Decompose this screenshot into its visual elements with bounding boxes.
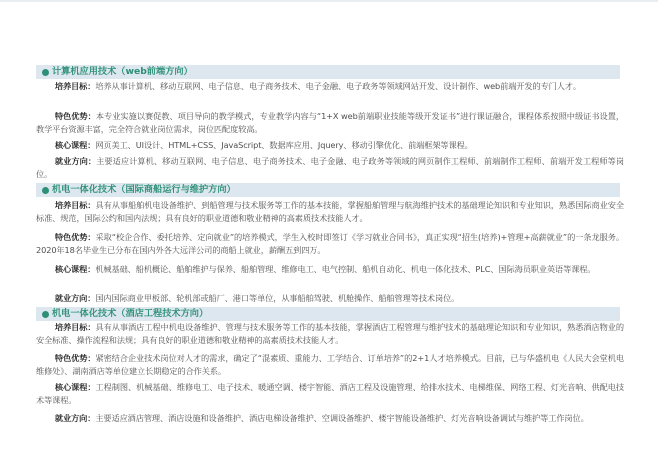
paragraph-label: 核心课程： <box>54 382 96 392</box>
paragraph-career <box>36 292 624 305</box>
section-title: 机电一体化技术（国际商船运行与维护方向） <box>52 184 236 195</box>
paragraph-label: 特色优势： <box>54 353 96 363</box>
paragraph-career <box>36 155 624 181</box>
section-header-ship-operation <box>36 183 620 197</box>
paragraph-label: 培养目标： <box>54 81 96 91</box>
paragraph-core-courses <box>36 381 624 407</box>
paragraph-advantages <box>36 110 624 136</box>
paragraph-label: 培养目标： <box>54 200 96 210</box>
paragraph-career <box>36 412 624 425</box>
top-divider <box>0 0 658 2</box>
section-title: 计算机应用技术（web前端方向） <box>52 66 193 77</box>
paragraph-label: 特色优势： <box>54 111 96 121</box>
paragraph-advantages <box>36 231 624 257</box>
paragraph-training-goal <box>36 80 624 93</box>
bullet-dot-icon <box>42 69 49 76</box>
paragraph-core-courses <box>36 263 624 276</box>
section-header-hotel-engineering <box>36 307 620 321</box>
paragraph-text: 网页美工、UI设计、HTML+CSS、JavaScript、数据库应用、Jquery、移动引擎优化、前端框架等课程。 <box>95 140 473 150</box>
paragraph-text: 机械基础、船机概论、船舶维护与保养、船舶管理、维修电工、电气控制、船机自动化、机电一体化技术、PLC、国际海员职业英语等课程。 <box>95 264 596 274</box>
paragraph-text: 紧密结合企业技术岗位对人才的需求，确定了“混素质、重能力、工学结合、订单培养”的2+1人才培养模式。目前，已与华盛机电《人民大会堂机电维修处》、湖南酒店等单位建立长期稳定的合作关系。 <box>36 353 624 377</box>
paragraph-text: 主要适应计算机、移动互联网、电子信息、电子商务技术、电子金融、电子政务等领域的网页制作工程师、前端制作工程师、前端开发工程师等岗位。 <box>36 156 624 180</box>
paragraph-label: 特色优势： <box>54 232 96 242</box>
paragraph-advantages <box>36 352 624 378</box>
paragraph-training-goal <box>36 199 624 225</box>
paragraph-label: 培养目标： <box>54 322 96 332</box>
paragraph-label: 就业方向： <box>54 156 97 166</box>
paragraph-training-goal <box>36 321 624 347</box>
section-title: 机电一体化技术（酒店工程技术方向） <box>52 308 209 319</box>
paragraph-text: 具有从事酒店工程中机电设备维护、管理与技术服务等工作的基本技能，掌握酒店工程管理与维护技术的基础理论知识和专业知识，熟悉酒店物业的安全标准、操作流程和法规；具有良好的职业道德和敬业精神的高素质技术技能人才。 <box>36 322 624 346</box>
paragraph-label: 核心课程： <box>54 264 96 274</box>
paragraph-label: 就业方向： <box>54 293 96 303</box>
paragraph-text: 采取“校企合作、委托培养、定向就业”的培养模式，学生入校时即签订《学习就业合同书》，真正实现“招生(培养)+管理+高薪就业”的一条龙服务。2020年18名毕业生已分布在国内外各大远洋公司的商船上就业，薪酬五到四万。 <box>36 232 624 256</box>
bullet-dot-icon <box>42 311 49 318</box>
paragraph-text: 主要适应酒店管理、酒店设施和设备维护、酒店电梯设备维护、空调设备维护、楼宇智能设备维护、灯光音响设备调试与维护等工作岗位。 <box>95 413 589 423</box>
paragraph-label: 就业方向： <box>54 413 96 423</box>
paragraph-core-courses <box>36 139 624 152</box>
paragraph-text: 工程制图、机械基础、维修电工、电子技术、暖通空调、楼宇智能、酒店工程及设施管理、给排水技术、电梯维保、网络工程、灯光音响、供配电技术等课程。 <box>36 382 624 406</box>
paragraph-text: 具有从事船舶机电设备维护、到船管理与技术服务等工作的基本技能，掌握船舶管理与航海维护技术的基础理论知识和专业知识，熟悉国际商业安全标准、规范，国际公约和国内法规；具有良好的职业道德和敬业精神的高素质技术技能人才。 <box>36 200 624 224</box>
section-header-web-frontend <box>36 65 620 79</box>
paragraph-text: 培养从事计算机、移动互联网、电子信息、电子商务技术、电子金融、电子政务等领域网站开发、设计制作、web前端开发的专门人才。 <box>95 81 582 91</box>
bullet-dot-icon <box>42 187 49 194</box>
paragraph-text: 本专业实施以赛促教、项目导向的教学模式，专业教学内容与“1+X web前端职业技能等级开发证书”进行课证融合，课程体系按照中级证书设置，教学平台资源丰富，完全符合就业岗位需求，岗位匹配度较高。 <box>36 111 624 135</box>
paragraph-text: 国内国际商业甲板部、轮机部或船厂、港口等单位，从事船舶驾驶、机舱操作、船舶管理等技术岗位。 <box>95 293 460 303</box>
paragraph-label: 核心课程： <box>54 140 96 150</box>
